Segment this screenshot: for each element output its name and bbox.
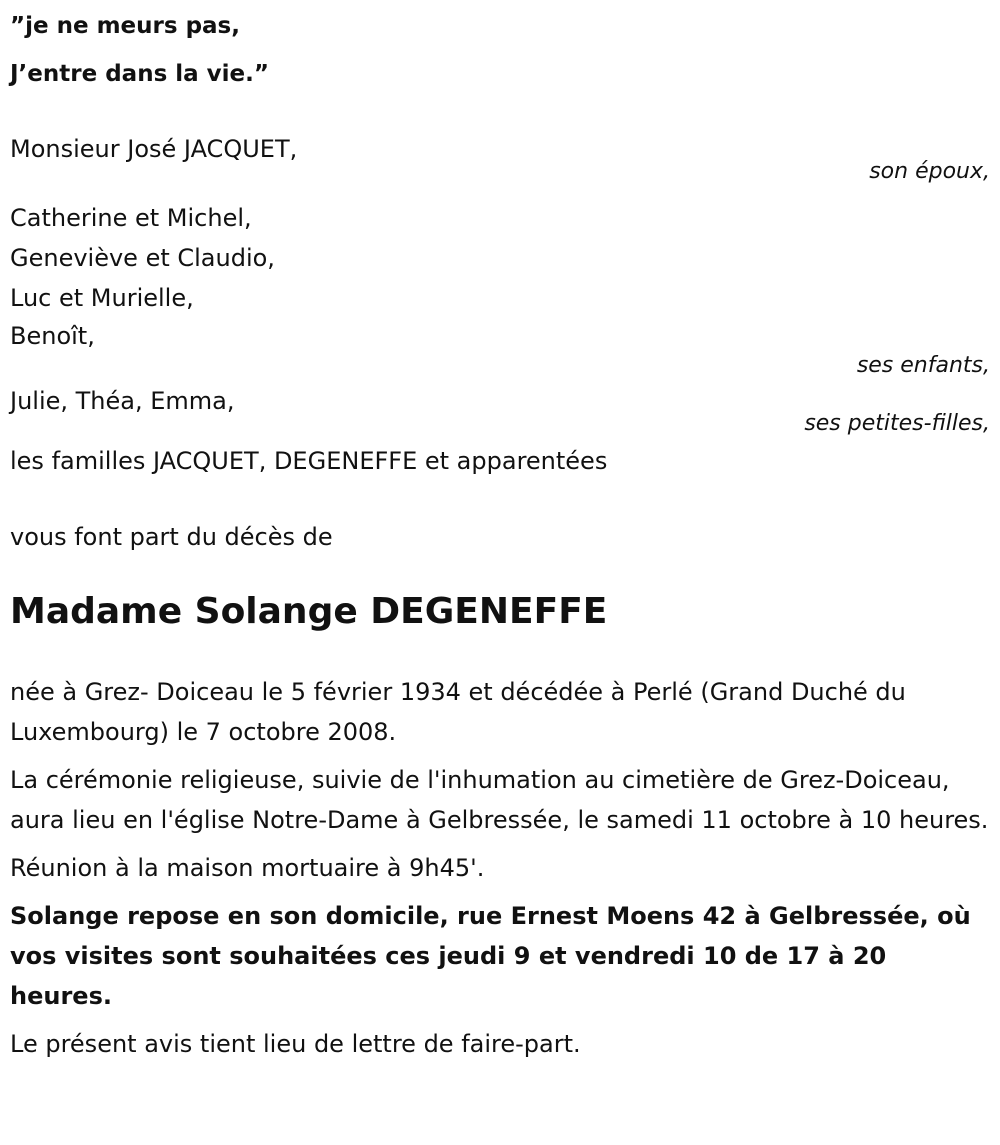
children-role: ses enfants,	[856, 353, 990, 378]
deceased-name: Madame Solange DEGENEFFE	[10, 591, 608, 632]
grandchildren-role: ses petites-filles,	[804, 411, 990, 436]
grandchildren: Julie, Théa, Emma,	[10, 387, 235, 415]
spouse-name: Monsieur José JACQUET,	[10, 135, 298, 163]
families-line: les familles JACQUET, DEGENEFFE et apparentées	[10, 447, 608, 475]
notice-paragraph: Le présent avis tient lieu de lettre de faire-part.	[10, 1030, 581, 1058]
child-2: Geneviève et Claudio,	[10, 244, 275, 272]
child-3: Luc et Murielle,	[10, 284, 194, 312]
child-4: Benoît,	[10, 322, 95, 350]
child-1: Catherine et Michel,	[10, 204, 252, 232]
announcement: vous font part du décès de	[10, 523, 333, 551]
spouse-role: son époux,	[869, 159, 990, 184]
quote-line-1: ”je ne meurs pas,	[10, 13, 240, 39]
quote-line-2: J’entre dans la vie.”	[10, 61, 270, 87]
birth-death-paragraph: née à Grez- Doiceau le 5 février 1934 et décédée à Perlé (Grand Duché du Luxembourg) le 7 octobre 2008.	[10, 678, 906, 746]
obituary-notice	[10, 0, 990, 1064]
ceremony-paragraph: La cérémonie religieuse, suivie de l'inhumation au cimetière de Grez-Doiceau, aura lieu en l'église Notre-Dame à Gelbressée, le samedi 11 octobre à 10 heures.	[10, 766, 989, 834]
meeting-paragraph: Réunion à la maison mortuaire à 9h45'.	[10, 854, 485, 882]
visits-paragraph: Solange repose en son domicile, rue Ernest Moens 42 à Gelbressée, où vos visites sont souhaitées ces jeudi 9 et vendredi 10 de 17 à 20 heures.	[10, 902, 971, 1010]
